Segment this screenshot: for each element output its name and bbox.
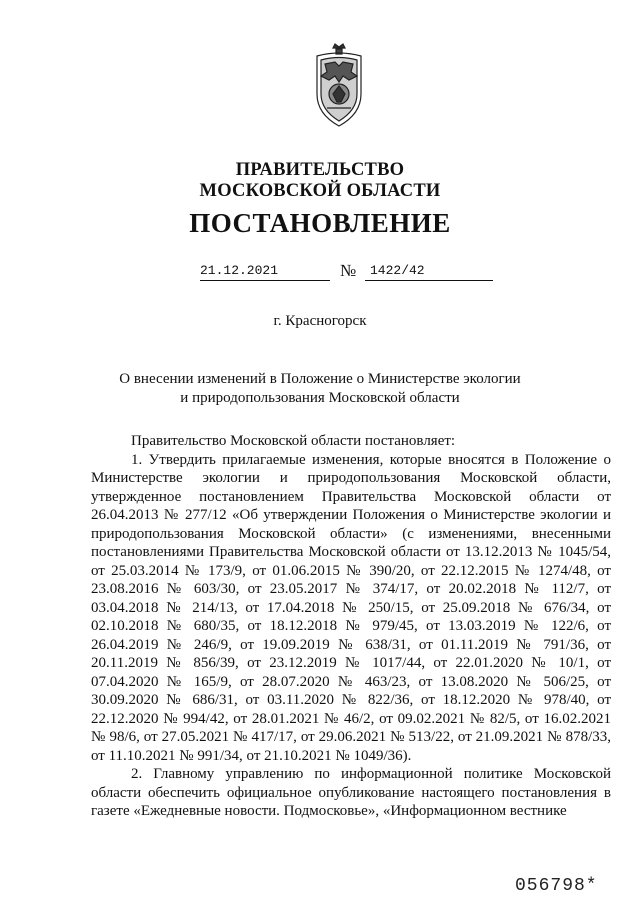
number-sign: № — [340, 261, 357, 280]
city: г. Красногорск — [273, 313, 367, 329]
document-type: ПОСТАНОВЛЕНИЕ — [189, 208, 451, 238]
org-line-1: ПРАВИТЕЛЬСТВО — [235, 160, 405, 180]
document-body — [91, 432, 611, 821]
clause-1: 1. Утвердить прилагаемые изменения, которые вносятся в Положение о Министерстве экологии и природопользования Московской области, утвержденное постановлением Правительства Московской области от 26.04.2013 № 277/12 «Об утверждении Положения о Министерстве экологии и природопользования Московской области» (с изменениями, внесенными постановлениями Правительства Московской области от 13.12.2013 № 1045/54, от 25.03.2014 № 173/9, от 01.06.2015 № 390/20, от 22.12.2015 № 1274/48, от 23.08.2016 № 603/30, от 23.05.2017 № 374/17, от 20.02.2018 № 112/7, от 03.04.2018 № 214/13, от 17.04.2018 № 250/15, от 25.09.2018 № 676/34, от 02.10.2018 № 680/35, от 18.12.2018 № 979/45, от 13.03.2019 № 122/6, от 26.04.2019 № 246/9, от 19.09.2019 № 638/31, от 01.11.2019 № 791/36, от 20.11.2019 № 856/39, от 23.12.2019 № 1017/44, от 22.01.2020 № 10/1, от 07.04.2020 № 165/9, от 28.07.2020 № 463/23, от 13.08.2020 № 506/25, от 30.09.2020 № 686/31, от 03.11.2020 № 822/36, от 18.12.2020 № 978/40, от 22.12.2020 № 994/42, от 28.01.2021 № 46/2, от 09.02.2021 № 82/5, от 16.02.2021 № 98/6, от 27.05.2021 № 417/17, от 29.06.2021 № 513/22, от 21.09.2021 № 878/33, от 11.10.2021 № 991/34, от 21.10.2021 № 1049/36). — [91, 451, 611, 764]
organization-name — [0, 160, 640, 202]
date-number-line — [0, 262, 640, 284]
subject-line-1: О внесении изменений в Положение о Министерстве экологии — [119, 371, 521, 387]
org-line-2: МОСКОВСКОЙ ОБЛАСТИ — [199, 181, 441, 201]
moscow-oblast-coat-of-arms-icon — [313, 42, 365, 130]
document-date: 21.12.2021 — [200, 262, 330, 281]
subject-line-2: и природопользования Московской области — [180, 390, 460, 406]
clause-2: 2. Главному управлению по информационной политике Московской области обеспечить официальное опубликование настоящего постановления в газете «Ежедневные новости. Подмосковье», «Информационном вестнике — [91, 766, 611, 819]
serial-number: 056798* — [515, 876, 598, 896]
preamble: Правительство Московской области постановляет: — [131, 433, 456, 449]
document-subject — [0, 370, 640, 408]
document-number: 1422/42 — [365, 262, 493, 281]
